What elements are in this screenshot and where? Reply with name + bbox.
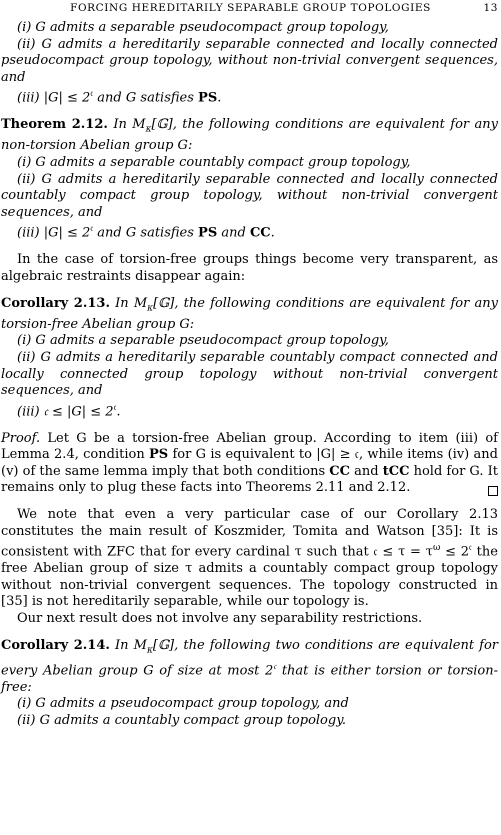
prev-item-i: (i) G admits a separable pseudocompact group topology, bbox=[17, 20, 389, 35]
theorem-label: Theorem 2.12. bbox=[1, 117, 108, 133]
corollary-2-14-item-i: (i) G admits a pseudocompact group topology, and bbox=[17, 696, 349, 712]
page-body bbox=[1, 20, 498, 729]
paragraph-next-result: Our next result does not involve any separability restrictions. bbox=[17, 610, 423, 626]
prev-item-iii: (iii) $|G| \le 2^𝔠$ and G satisfies PS. bbox=[17, 89, 222, 106]
theorem-2-12-item-iii: (iii) $|G| \le 2^𝔠$ and G satisfies PS and CC. bbox=[17, 224, 275, 241]
corollary-2-14-item-ii: (ii) G admits a countably compact group topology. bbox=[17, 712, 346, 728]
corollary-label: Corollary 2.14. bbox=[1, 637, 110, 653]
proof-label: Proof. bbox=[1, 430, 41, 446]
proof: Proof. Let G be a torsion-free Abelian group. According to item (iii) of Lemma 2.4, condition PS for G is equivalent to |G| ≥ 𝔠, while items (iv) and (v) of the same lemma imply that both conditions CC and tCC hold for G. It remains only to plug these facts into Theorems 2.11 and 2.12. bbox=[1, 430, 498, 496]
running-header bbox=[0, 2, 501, 16]
corollary-2-14: Corollary 2.14. In $M_\kappa[𝔾]$, the following two conditions are equivalent for every Abelian group G of size at most $2^𝔠$ that is either torsion or torsion-free: bbox=[1, 637, 499, 695]
qed-square-icon bbox=[488, 486, 498, 496]
theorem-2-12-item-ii: (ii) G admits a hereditarily separable connected and locally connected countably compact group topology, without non-trivial convergent sequences, and bbox=[1, 171, 498, 220]
paragraph-torsion-free: In the case of torsion-free groups things become very transparent, as algebraic restraints disappear again: bbox=[1, 252, 498, 284]
corollary-2-13: Corollary 2.13. In $M_\kappa[𝔾]$, the following conditions are equivalent for any torsion-free Abelian group G: bbox=[1, 295, 498, 332]
paragraph-koszmider: We note that even a very particular case of our Corollary 2.13 constitutes the main result of Koszmider, Tomita and Watson [35]: It is consistent with ZFC that for every cardinal τ such that 𝔠 ≤ $\tau = \tau^\omega \le 2^𝔠$ the free Abelian group of size τ admits a countably compact group topology without non-trivial convergent sequences. The topology constructed in [35] is not hereditarily separable, while our topology is. bbox=[1, 507, 498, 610]
theorem-2-12: Theorem 2.12. In $M_\kappa[𝔾]$, the following conditions are equivalent for any non-torsion Abelian group G: bbox=[1, 117, 498, 154]
corollary-2-13-item-i: (i) G admits a separable pseudocompact group topology, bbox=[17, 333, 389, 349]
theorem-2-12-item-i: (i) G admits a separable countably compact group topology, bbox=[17, 155, 411, 171]
page-number: 13 bbox=[483, 2, 498, 14]
corollary-2-13-item-iii: (iii) 𝔠 ≤ $|G| \le 2^𝔠$. bbox=[17, 402, 121, 420]
corollary-2-13-item-ii: (ii) G admits a hereditarily separable countably compact connected and locally connected group topology without non-trivial convergent sequences, and bbox=[1, 349, 498, 399]
corollary-label: Corollary 2.13. bbox=[1, 295, 110, 311]
prev-item-ii: (ii) G admits a hereditarily separable connected and locally connected pseudocompact group topology, without non-trivial convergent sequences, and bbox=[1, 36, 498, 85]
header-title: FORCING HEREDITARILY SEPARABLE GROUP TOPOLOGIES bbox=[70, 2, 431, 14]
